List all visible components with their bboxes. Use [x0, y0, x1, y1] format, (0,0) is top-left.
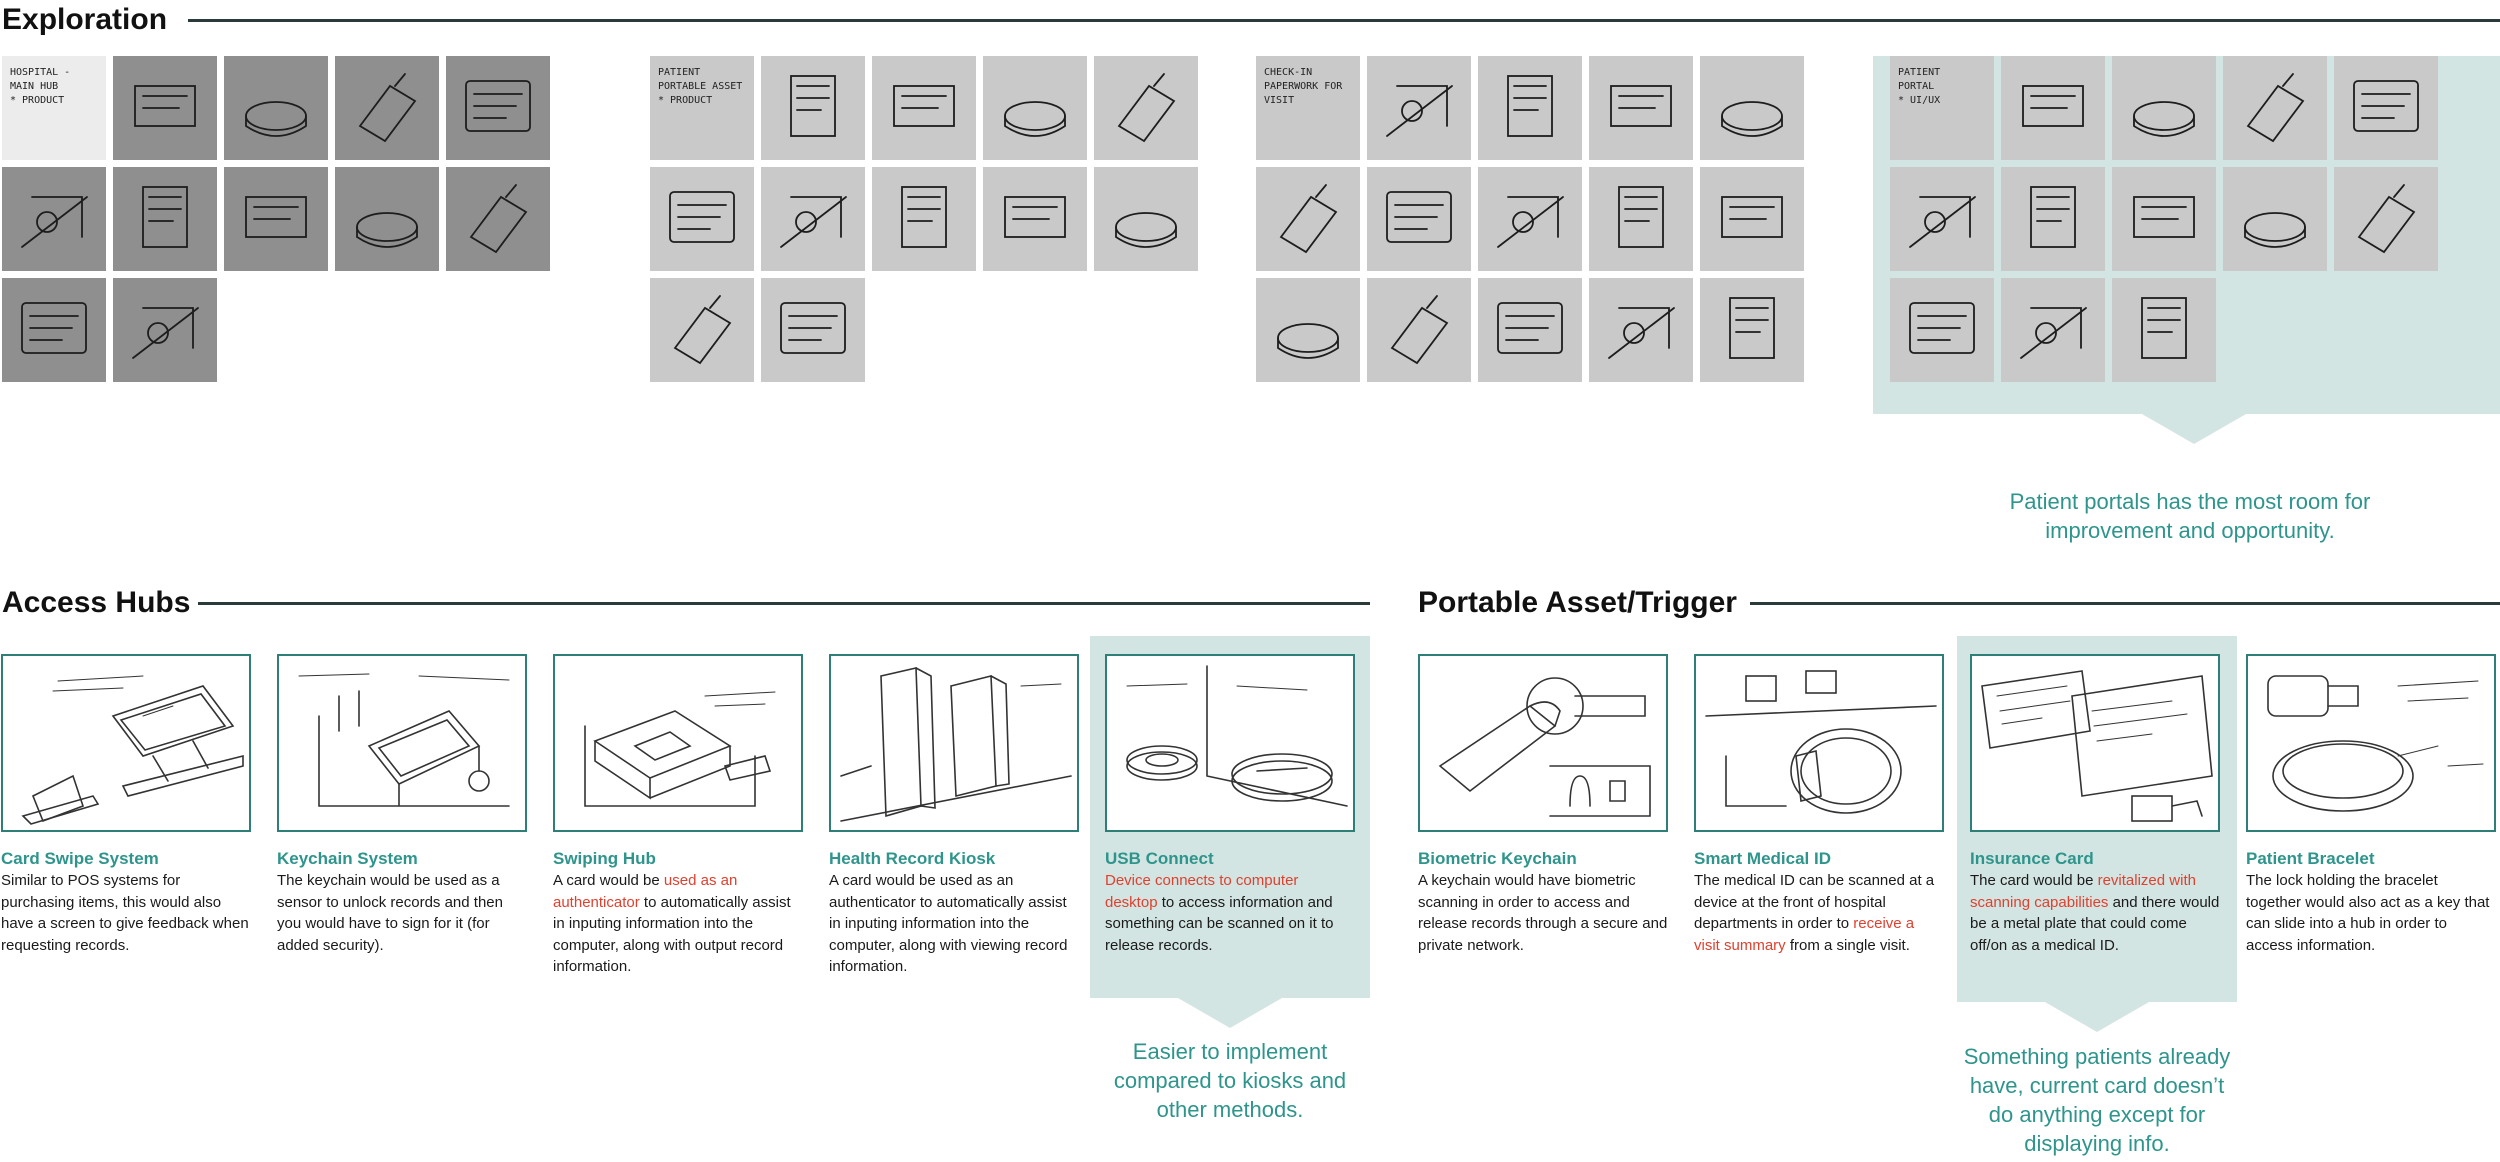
- sketch-drawing: [335, 167, 439, 271]
- sketch-drawing: [650, 167, 754, 271]
- smart-id-sketch: [1694, 654, 1944, 832]
- sketch-note: [983, 56, 1087, 160]
- sketch-note: [872, 167, 976, 271]
- sketch-note: [1700, 167, 1804, 271]
- portable-rule: [1750, 602, 2500, 605]
- sketch-note: [2112, 56, 2216, 160]
- sketch-note-title: PATIENT PORTABLE ASSET * PRODUCT: [658, 67, 743, 106]
- card-desc: The lock holding the bracelet together would also act as a key that can slide into a hub in order to access information.: [2246, 872, 2490, 954]
- bracelet-sketch: [2246, 654, 2496, 832]
- sketch-note: [761, 278, 865, 382]
- sketch-note-title: HOSPITAL - MAIN HUB * PRODUCT: [10, 67, 71, 106]
- sketch-note-title: CHECK-IN PAPERWORK FOR VISIT: [1264, 67, 1343, 106]
- sketch-drawing: [2223, 167, 2327, 271]
- portable-title: Portable Asset/Trigger: [1418, 586, 1737, 619]
- sketch-note: [2001, 167, 2105, 271]
- usb-highlight-pointer: [1178, 998, 1282, 1028]
- sketch-note: [2334, 167, 2438, 271]
- card-desc: [1970, 870, 2220, 956]
- card-keychain-system: [277, 654, 527, 956]
- sketch-note: [1700, 278, 1804, 382]
- sketch-note: [1256, 56, 1360, 160]
- sketch-note: [1367, 56, 1471, 160]
- card-desc: Similar to POS systems for purchasing items, this would also have a screen to give feedback when requesting records.: [1, 872, 249, 954]
- sketch-note: [2, 278, 106, 382]
- desc-text: A card would be: [553, 872, 664, 889]
- sketch-note: [1700, 56, 1804, 160]
- card-swiping-hub: [553, 654, 803, 978]
- sketch-note-title: PATIENT PORTAL * UI/UX: [1898, 67, 1941, 106]
- sketch-drawing: [224, 167, 328, 271]
- sketch-drawing: [1478, 167, 1582, 271]
- card-biometric-keychain: [1418, 654, 1668, 956]
- keychain-sketch: [277, 654, 527, 832]
- card-title: Card Swipe System: [1, 849, 159, 868]
- sketch-drawing: [1256, 167, 1360, 271]
- sketch-note: [761, 167, 865, 271]
- sketch-note: [1478, 56, 1582, 160]
- card-title: Keychain System: [277, 849, 418, 868]
- sketch-drawing: [2, 167, 106, 271]
- sketch-drawing: [113, 167, 217, 271]
- sketch-drawing: [335, 56, 439, 160]
- sketch-note: [983, 167, 1087, 271]
- sketch-drawing: [761, 167, 865, 271]
- card-desc: [553, 870, 803, 978]
- card-title: Smart Medical ID: [1694, 849, 1831, 868]
- card-title: Insurance Card: [1970, 849, 2094, 868]
- sketch-drawing: [872, 56, 976, 160]
- exploration-title: Exploration: [2, 3, 168, 36]
- sketch-note: [113, 56, 217, 160]
- sketch-note: [1367, 278, 1471, 382]
- desc-text: to access information and something can be scanned on it to release records.: [1105, 893, 1334, 954]
- card-insurance-card: [1970, 654, 2220, 956]
- sketch-drawing: [1589, 167, 1693, 271]
- sketch-drawing: [2, 278, 106, 382]
- sketch-note: [224, 56, 328, 160]
- sketch-note: [2001, 56, 2105, 160]
- sketch-drawing: [2001, 167, 2105, 271]
- sketch-note: [446, 167, 550, 271]
- card-desc: A keychain would have biometric scanning in order to access and release records through a secure and private network.: [1418, 872, 1668, 954]
- sketch-drawing: [1589, 56, 1693, 160]
- sketch-drawing: [1478, 56, 1582, 160]
- sketch-note: [335, 167, 439, 271]
- sketch-drawing: [761, 278, 865, 382]
- sketch-drawing: [2001, 56, 2105, 160]
- sketch-note: [650, 167, 754, 271]
- sketch-note: [1478, 278, 1582, 382]
- exploration-rule: [188, 19, 2500, 22]
- sketch-drawing: [2001, 278, 2105, 382]
- biometric-sketch: [1418, 654, 1668, 832]
- desc-highlight: revitalized with scanning capabilities: [1970, 872, 2196, 911]
- card-smart-medical-id: [1694, 654, 1944, 956]
- card-desc: The keychain would be used as a sensor to unlock records and then you would have to sign for it (for added security).: [277, 872, 503, 954]
- desc-highlight: receive a visit summary: [1694, 915, 1915, 954]
- insurance-highlight-pointer: [2045, 1002, 2149, 1032]
- sketch-drawing: [2112, 278, 2216, 382]
- sketch-drawing: [1367, 278, 1471, 382]
- sketch-note: [2112, 278, 2216, 382]
- insurance-sketch: [1970, 654, 2220, 832]
- usb-sketch: [1105, 654, 1355, 832]
- card-health-record-kiosk: [829, 654, 1079, 978]
- sketch-drawing: [1094, 167, 1198, 271]
- sketch-drawing: [1890, 167, 1994, 271]
- sketch-drawing: [1589, 278, 1693, 382]
- sketch-note: [650, 56, 754, 160]
- sketch-note: [2, 167, 106, 271]
- insurance-callout: Something patients already have, current card doesn’t do anything except for displaying info.: [1963, 1044, 2231, 1156]
- sketch-drawing: [2223, 56, 2327, 160]
- swiping-hub-sketch: [553, 654, 803, 832]
- sketch-drawing: [2112, 56, 2216, 160]
- sketch-note: [650, 278, 754, 382]
- sketch-drawing: [1367, 56, 1471, 160]
- sketch-note: [1890, 167, 1994, 271]
- desc-text: from a single visit.: [1785, 936, 1910, 954]
- sketch-note: [1367, 167, 1471, 271]
- sketch-drawing: [1700, 167, 1804, 271]
- sketch-drawing: [113, 278, 217, 382]
- desc-text: The medical ID can be scanned at a device at the front of hospital departments in order to: [1694, 872, 1935, 932]
- sketch-note: [2334, 56, 2438, 160]
- sketch-note: [1094, 56, 1198, 160]
- sketch-note: [1589, 56, 1693, 160]
- card-usb-connect: [1105, 654, 1355, 956]
- sketch-note: [2223, 56, 2327, 160]
- sketch-drawing: [113, 56, 217, 160]
- desc-text: and there would be a metal plate that could come off/on as a medical ID.: [1970, 893, 2220, 954]
- sketch-note: [2, 56, 106, 160]
- sketch-note: [224, 167, 328, 271]
- card-swipe-sketch: [1, 654, 251, 832]
- sketch-drawing: [1256, 278, 1360, 382]
- sketch-note: [1890, 56, 1994, 160]
- sketch-drawing: [1700, 278, 1804, 382]
- sketch-note: [113, 278, 217, 382]
- sketch-drawing: [224, 56, 328, 160]
- card-desc: A card would be used as an authenticator to automatically assist in inputing information into the computer, along with viewing record information.: [829, 872, 1068, 975]
- sketch-note: [1094, 167, 1198, 271]
- sketch-drawing: [446, 56, 550, 160]
- sketch-drawing: [761, 56, 865, 160]
- portal-highlight-pointer: [2142, 414, 2246, 444]
- access-hubs-title: Access Hubs: [2, 586, 191, 619]
- card-title: Patient Bracelet: [2246, 849, 2375, 868]
- sketch-note: [335, 56, 439, 160]
- card-title: Biometric Keychain: [1418, 849, 1577, 868]
- desc-highlight: used as an authenticator: [553, 872, 738, 911]
- sketch-drawing: [983, 56, 1087, 160]
- card-title: Health Record Kiosk: [829, 849, 996, 868]
- sketch-note: [2223, 167, 2327, 271]
- sketch-drawing: [2112, 167, 2216, 271]
- card-desc: [1694, 870, 1944, 956]
- sketch-note: [446, 56, 550, 160]
- sketch-note: [1256, 278, 1360, 382]
- desc-text: to automatically assist in inputing information into the computer, along with output record information.: [553, 893, 791, 975]
- card-title: USB Connect: [1105, 849, 1214, 868]
- card-swipe-system: [1, 654, 251, 956]
- desc-text: The card would be: [1970, 872, 2098, 889]
- sketch-note: [2001, 278, 2105, 382]
- sketch-note: [2112, 167, 2216, 271]
- sketch-note: [1589, 167, 1693, 271]
- sketch-drawing: [1700, 56, 1804, 160]
- usb-callout: Easier to implement compared to kiosks and other methods.: [1113, 1039, 1347, 1122]
- sketch-note: [1890, 278, 1994, 382]
- sketch-note: [761, 56, 865, 160]
- sketch-drawing: [872, 167, 976, 271]
- card-patient-bracelet: [2246, 654, 2496, 956]
- sketch-drawing: [2334, 167, 2438, 271]
- sketch-note: [113, 167, 217, 271]
- sketch-note: [1256, 167, 1360, 271]
- sketch-drawing: [650, 278, 754, 382]
- sketch-drawing: [446, 167, 550, 271]
- sketch-drawing: [1890, 278, 1994, 382]
- kiosk-sketch: [829, 654, 1079, 832]
- sketch-drawing: [1367, 167, 1471, 271]
- card-desc: [1105, 870, 1355, 956]
- sketch-drawing: [1478, 278, 1582, 382]
- portal-callout: Patient portals has the most room for improvement and opportunity.: [2009, 489, 2371, 543]
- sketch-drawing: [983, 167, 1087, 271]
- sketch-drawing: [2334, 56, 2438, 160]
- sketch-note: [872, 56, 976, 160]
- sketch-note: [1478, 167, 1582, 271]
- card-title: Swiping Hub: [553, 849, 656, 868]
- sketch-note: [1589, 278, 1693, 382]
- desc-highlight: Device connects to computer desktop: [1105, 872, 1299, 911]
- access-hubs-rule: [198, 602, 1370, 605]
- sketch-drawing: [1094, 56, 1198, 160]
